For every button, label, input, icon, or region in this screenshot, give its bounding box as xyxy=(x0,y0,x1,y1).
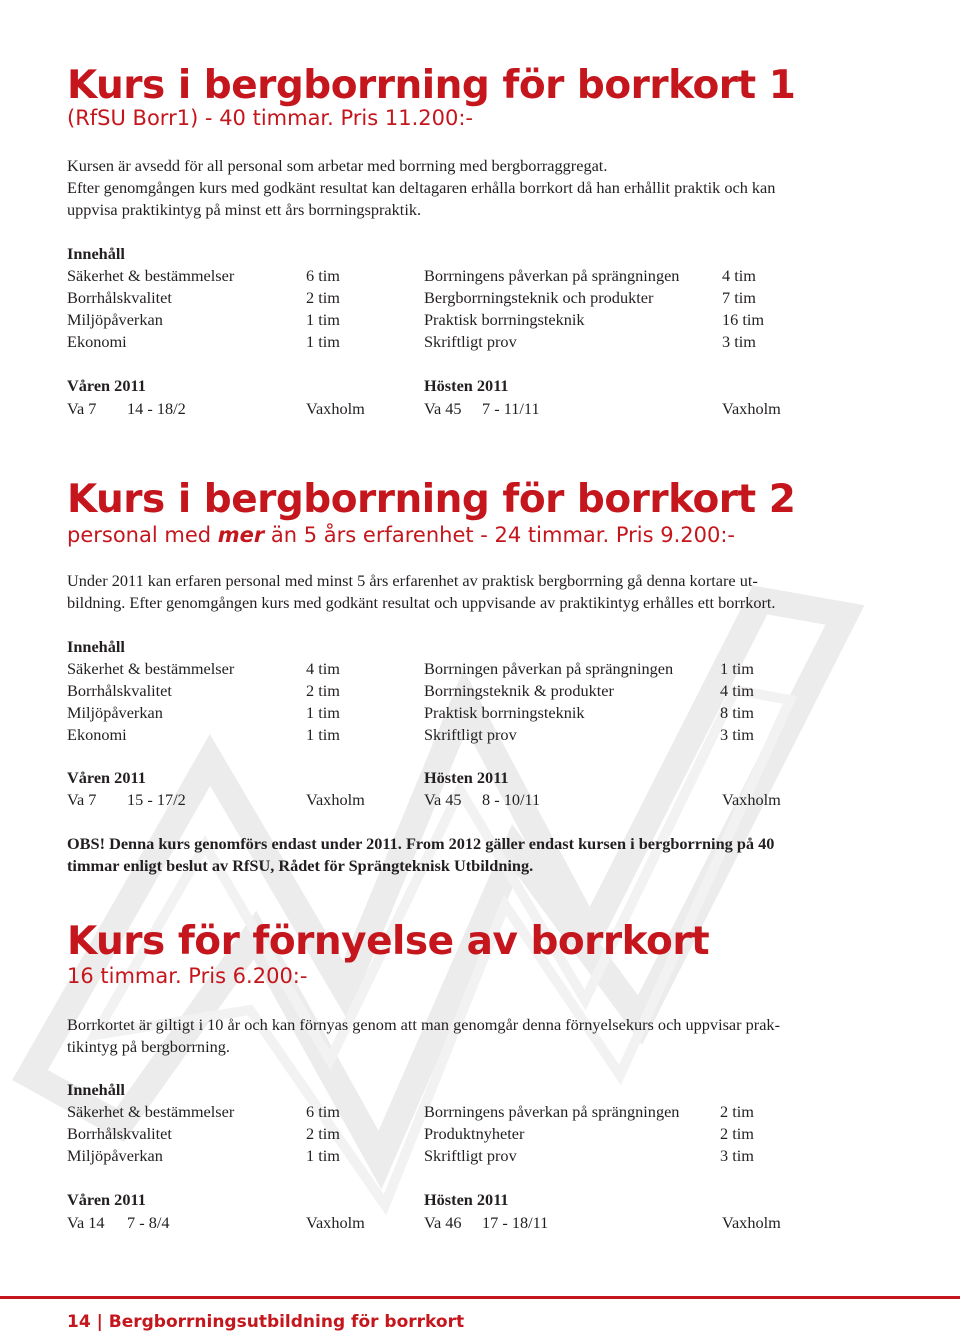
schedule-labels xyxy=(0,767,960,789)
hours: 2 tim xyxy=(720,1124,754,1143)
schedule-row xyxy=(0,1212,960,1234)
topic: Produktnyheter xyxy=(424,1124,525,1143)
spring-label: Våren 2011 xyxy=(67,376,146,395)
hours: 1 tim xyxy=(306,310,340,329)
section1-subtitle: (RfSU Borr1) - 40 timmar. Pris 11.200:- xyxy=(67,106,474,130)
autumn-label: Hösten 2011 xyxy=(424,768,509,787)
topic: Ekonomi xyxy=(67,725,127,744)
spring-place: Vaxholm xyxy=(306,1213,365,1232)
paragraph-line: Efter genomgången kurs med godkänt resultat kan deltagaren erhålla borrkort då han erhållit praktik och kan xyxy=(67,178,776,197)
section3-title: Kurs för förnyelse av borrkort xyxy=(67,919,710,964)
paragraph-line: tikintyg på bergborrning. xyxy=(67,1037,230,1056)
paragraph-line: Kursen är avsedd för all personal som arbetar med borrning med bergborraggregat. xyxy=(67,156,608,175)
section2-note xyxy=(67,833,847,877)
autumn-dates: 8 - 10/11 xyxy=(482,790,541,809)
section1-title: Kurs i bergborrning för borrkort 1 xyxy=(67,63,796,108)
topic: Miljöpåverkan xyxy=(67,1146,163,1165)
hours: 1 tim xyxy=(306,703,340,722)
topic: Säkerhet & bestämmelser xyxy=(67,659,235,678)
topic: Borrhålskvalitet xyxy=(67,288,172,307)
spring-dates: 14 - 18/2 xyxy=(127,399,186,418)
section3-paragraph xyxy=(67,1014,847,1058)
contents-row xyxy=(0,287,960,309)
paragraph-line: Under 2011 kan erfaren personal med minst 5 års erfarenhet av praktisk bergborrning gå denna kortare ut- xyxy=(67,571,758,590)
spring-label: Våren 2011 xyxy=(67,1190,146,1209)
autumn-place: Vaxholm xyxy=(722,399,781,418)
section2-subtitle xyxy=(67,525,735,546)
hours: 3 tim xyxy=(720,725,754,744)
spring-week: Va 7 xyxy=(67,790,97,809)
section1-contents-label: Innehåll xyxy=(67,244,125,263)
topic: Borrningsteknik & produkter xyxy=(424,681,614,700)
spring-label: Våren 2011 xyxy=(67,768,146,787)
note-line: OBS! Denna kurs genomförs endast under 2011. From 2012 gäller endast kursen i bergborrning på 40 xyxy=(67,834,775,853)
footer-divider xyxy=(0,1296,960,1299)
hours: 2 tim xyxy=(306,1124,340,1143)
section3-subtitle: 16 timmar. Pris 6.200:- xyxy=(67,964,308,988)
spring-place: Vaxholm xyxy=(306,790,365,809)
contents-row xyxy=(0,1101,960,1123)
autumn-dates: 17 - 18/11 xyxy=(482,1213,549,1232)
spring-dates: 7 - 8/4 xyxy=(127,1213,170,1232)
spring-dates: 15 - 17/2 xyxy=(127,790,186,809)
hours: 4 tim xyxy=(720,681,754,700)
contents-row xyxy=(0,658,960,680)
topic: Borrningens påverkan på sprängningen xyxy=(424,266,680,285)
contents-row xyxy=(0,331,960,353)
schedule-labels xyxy=(0,375,960,397)
topic: Borrhålskvalitet xyxy=(67,1124,172,1143)
autumn-week: Va 45 xyxy=(424,790,462,809)
autumn-week: Va 45 xyxy=(424,399,462,418)
topic: Borrningen påverkan på sprängningen xyxy=(424,659,674,678)
topic: Skriftligt prov xyxy=(424,725,517,744)
hours: 6 tim xyxy=(306,1102,340,1121)
contents-row xyxy=(0,724,960,746)
topic: Borrhålskvalitet xyxy=(67,681,172,700)
hours: 2 tim xyxy=(306,681,340,700)
subtitle-part: personal med xyxy=(67,523,218,547)
subtitle-emphasis: mer xyxy=(217,523,265,547)
contents-row xyxy=(0,1123,960,1145)
hours: 16 tim xyxy=(722,310,765,329)
hours: 2 tim xyxy=(306,288,340,307)
schedule-row xyxy=(0,789,960,811)
hours: 1 tim xyxy=(306,1146,340,1165)
autumn-label: Hösten 2011 xyxy=(424,376,509,395)
spring-week: Va 14 xyxy=(67,1213,105,1232)
topic: Praktisk borrningsteknik xyxy=(424,310,585,329)
footer-text xyxy=(67,1311,464,1333)
autumn-label: Hösten 2011 xyxy=(424,1190,509,1209)
autumn-place: Vaxholm xyxy=(722,790,781,809)
spring-place: Vaxholm xyxy=(306,399,365,418)
topic: Praktisk borrningsteknik xyxy=(424,703,585,722)
hours: 1 tim xyxy=(720,659,754,678)
topic: Säkerhet & bestämmelser xyxy=(67,266,235,285)
section1-paragraph xyxy=(67,155,847,221)
hours: 1 tim xyxy=(306,332,340,351)
topic: Borrningens påverkan på sprängningen xyxy=(424,1102,680,1121)
note-line: timmar enligt beslut av RfSU, Rådet för Sprängteknisk Utbildning. xyxy=(67,856,534,875)
paragraph-line: Borrkortet är giltigt i 10 år och kan förnyas genom att man genomgår denna förnyelsekurs och uppvisar prak- xyxy=(67,1015,780,1034)
hours: 7 tim xyxy=(722,288,756,307)
topic: Miljöpåverkan xyxy=(67,703,163,722)
hours: 3 tim xyxy=(722,332,756,351)
section3-contents-label: Innehåll xyxy=(67,1080,125,1099)
topic: Skriftligt prov xyxy=(424,332,517,351)
contents-row xyxy=(0,702,960,724)
contents-row xyxy=(0,1145,960,1167)
autumn-place: Vaxholm xyxy=(722,1213,781,1232)
topic: Bergborrningsteknik och produkter xyxy=(424,288,654,307)
topic: Skriftligt prov xyxy=(424,1146,517,1165)
hours: 1 tim xyxy=(306,725,340,744)
contents-row xyxy=(0,680,960,702)
topic: Säkerhet & bestämmelser xyxy=(67,1102,235,1121)
topic: Miljöpåverkan xyxy=(67,310,163,329)
hours: 6 tim xyxy=(306,266,340,285)
paragraph-line: uppvisa praktikintyg på minst ett års borrningspraktik. xyxy=(67,200,422,219)
hours: 4 tim xyxy=(722,266,756,285)
section2-paragraph xyxy=(67,570,847,614)
hours: 8 tim xyxy=(720,703,754,722)
contents-row xyxy=(0,309,960,331)
footer-title: Bergborrningsutbildning för borrkort xyxy=(108,1312,465,1332)
footer-separator: | xyxy=(96,1312,103,1332)
hours: 4 tim xyxy=(306,659,340,678)
spring-week: Va 7 xyxy=(67,399,97,418)
hours: 2 tim xyxy=(720,1102,754,1121)
section2-title: Kurs i bergborrning för borrkort 2 xyxy=(67,477,796,522)
contents-row xyxy=(0,265,960,287)
topic: Ekonomi xyxy=(67,332,127,351)
schedule-labels xyxy=(0,1189,960,1211)
section2-contents-label: Innehåll xyxy=(67,637,125,656)
subtitle-part: än 5 års erfarenhet - 24 timmar. Pris 9.200:- xyxy=(264,523,735,547)
paragraph-line: bildning. Efter genomgången kurs med godkänt resultat och uppvisande av praktikintyg erhålles ett borrkort. xyxy=(67,593,776,612)
page-number: 14 xyxy=(67,1312,91,1332)
schedule-row xyxy=(0,398,960,420)
autumn-week: Va 46 xyxy=(424,1213,462,1232)
autumn-dates: 7 - 11/11 xyxy=(482,399,540,418)
hours: 3 tim xyxy=(720,1146,754,1165)
